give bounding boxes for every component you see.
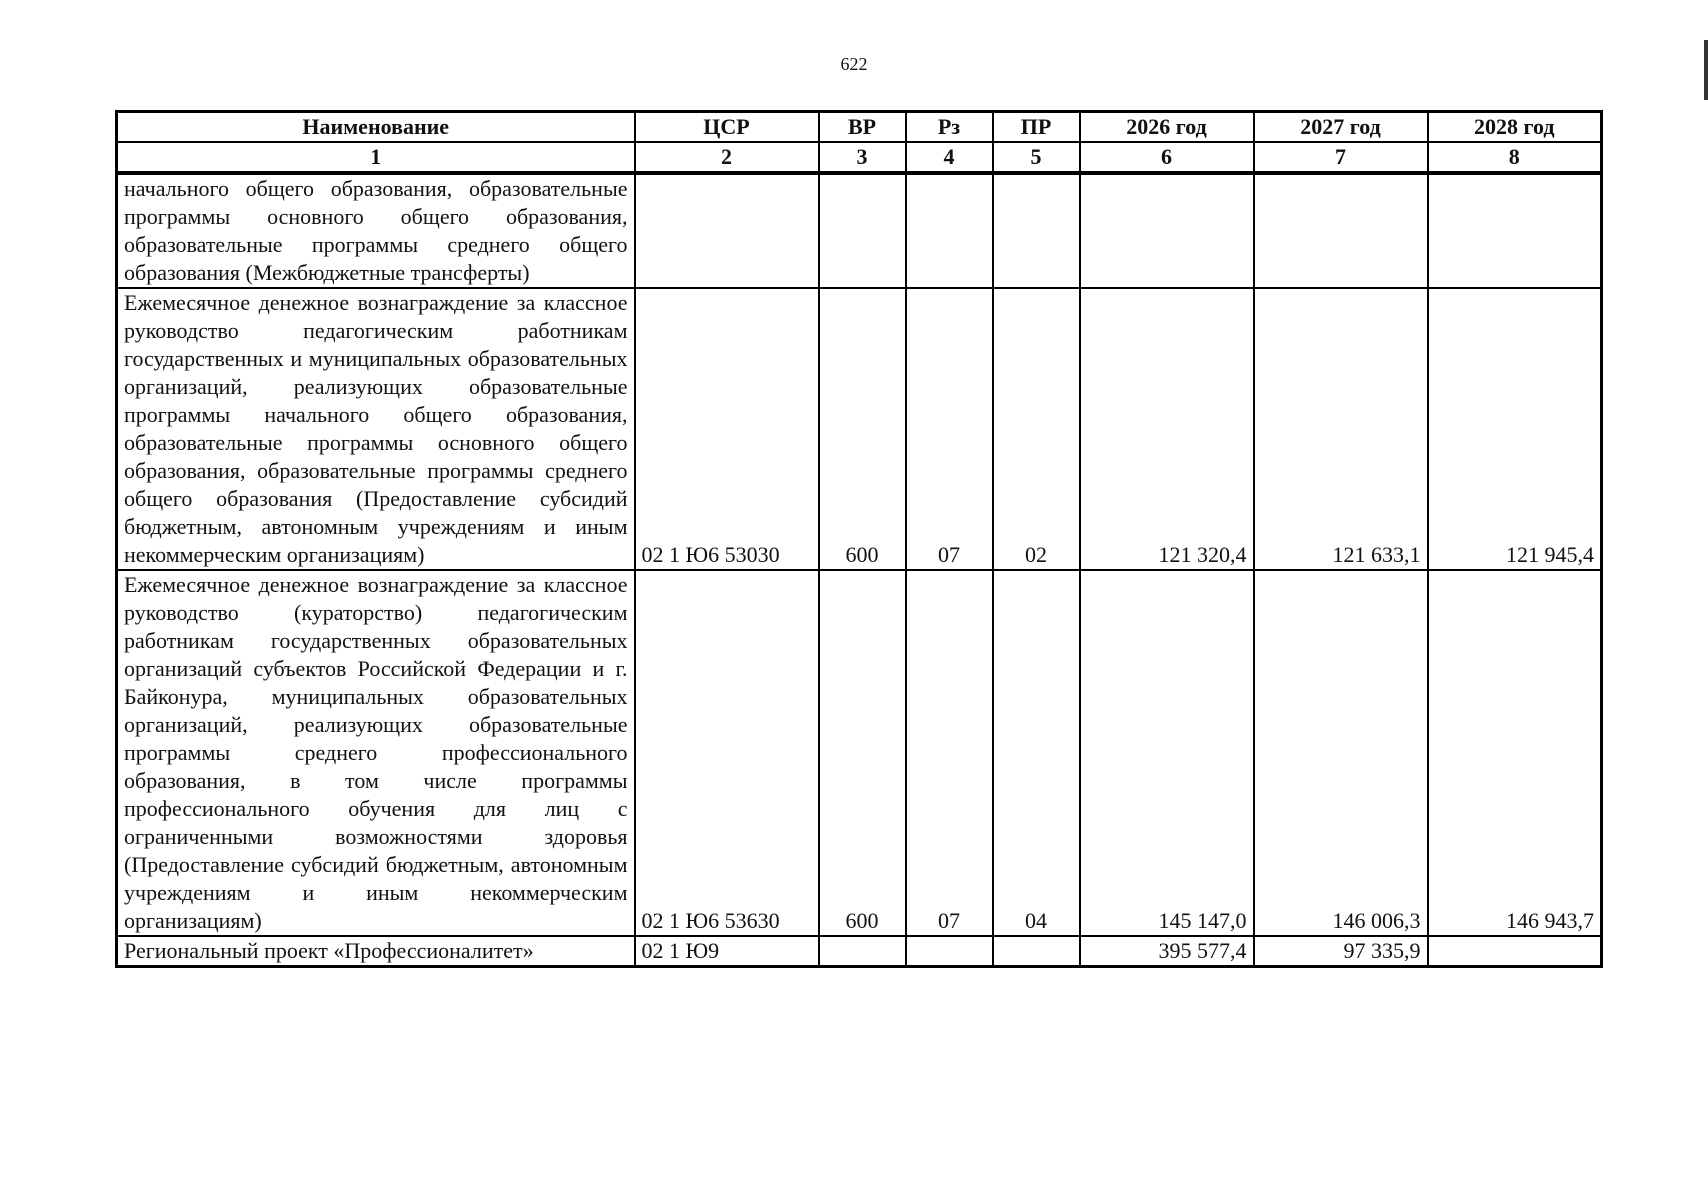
row-2028 bbox=[1428, 173, 1602, 288]
col-header-rz: Рз bbox=[906, 112, 993, 143]
scan-edge bbox=[1704, 40, 1708, 100]
row-rz bbox=[906, 936, 993, 967]
row-2027: 97 335,9 bbox=[1254, 936, 1428, 967]
row-csr: 02 1 Ю6 53630 bbox=[635, 570, 819, 936]
row-2027: 146 006,3 bbox=[1254, 570, 1428, 936]
col-number: 4 bbox=[906, 142, 993, 173]
table-row bbox=[117, 288, 1602, 570]
row-vr: 600 bbox=[819, 570, 906, 936]
col-number: 6 bbox=[1080, 142, 1254, 173]
row-csr: 02 1 Ю9 bbox=[635, 936, 819, 967]
row-csr bbox=[635, 173, 819, 288]
table-row bbox=[117, 936, 1602, 967]
row-pr bbox=[993, 173, 1080, 288]
col-number: 3 bbox=[819, 142, 906, 173]
row-csr: 02 1 Ю6 53030 bbox=[635, 288, 819, 570]
col-header-name: Наименование bbox=[117, 112, 635, 143]
row-rz bbox=[906, 173, 993, 288]
row-name: Ежемесячное денежное вознаграждение за классное руководство (кураторство) педагогическим работникам государственных образовательных организаций субъектов Российской Федерации и г. Байконура, муниципальных образовательных организаций, реализующих образовательные программы среднего профессионального образования, в том числе программы профессионального обучения для лиц с ограниченными возможностями здоровья (Предоставление субсидий бюджетным, автономным учреждениям и иным некоммерческим организациям) bbox=[117, 570, 635, 936]
column-number-row bbox=[117, 142, 1602, 173]
budget-table bbox=[115, 110, 1603, 968]
row-name: Ежемесячное денежное вознаграждение за классное руководство педагогическим работникам государственных и муниципальных образовательных организаций, реализующих образовательные программы начального общего образования, образовательные программы основного общего образования, образовательные программы среднего общего образования (Предоставление субсидий бюджетным, автономным учреждениям и иным некоммерческим организациям) bbox=[117, 288, 635, 570]
col-header-csr: ЦСР bbox=[635, 112, 819, 143]
col-number: 8 bbox=[1428, 142, 1602, 173]
row-2026: 121 320,4 bbox=[1080, 288, 1254, 570]
col-header-pr: ПР bbox=[993, 112, 1080, 143]
row-pr: 04 bbox=[993, 570, 1080, 936]
row-vr bbox=[819, 173, 906, 288]
row-2027 bbox=[1254, 173, 1428, 288]
row-2026: 145 147,0 bbox=[1080, 570, 1254, 936]
col-header-vr: ВР bbox=[819, 112, 906, 143]
row-rz: 07 bbox=[906, 570, 993, 936]
row-2026: 395 577,4 bbox=[1080, 936, 1254, 967]
row-2028: 146 943,7 bbox=[1428, 570, 1602, 936]
row-2028: 121 945,4 bbox=[1428, 288, 1602, 570]
col-number: 7 bbox=[1254, 142, 1428, 173]
col-header-2028: 2028 год bbox=[1428, 112, 1602, 143]
row-vr bbox=[819, 936, 906, 967]
row-vr: 600 bbox=[819, 288, 906, 570]
row-name: Региональный проект «Профессионалитет» bbox=[117, 936, 635, 967]
col-number: 5 bbox=[993, 142, 1080, 173]
table-row bbox=[117, 570, 1602, 936]
row-pr bbox=[993, 936, 1080, 967]
row-2027: 121 633,1 bbox=[1254, 288, 1428, 570]
col-header-2026: 2026 год bbox=[1080, 112, 1254, 143]
col-number: 2 bbox=[635, 142, 819, 173]
page-number: 622 bbox=[840, 54, 868, 74]
table-row bbox=[117, 173, 1602, 288]
col-header-2027: 2027 год bbox=[1254, 112, 1428, 143]
row-2028 bbox=[1428, 936, 1602, 967]
row-name: начального общего образования, образовательные программы основного общего образования, образовательные программы среднего общего образования (Межбюджетные трансферты) bbox=[117, 173, 635, 288]
row-2026 bbox=[1080, 173, 1254, 288]
row-rz: 07 bbox=[906, 288, 993, 570]
row-pr: 02 bbox=[993, 288, 1080, 570]
header-row bbox=[117, 112, 1602, 143]
col-number: 1 bbox=[117, 142, 635, 173]
